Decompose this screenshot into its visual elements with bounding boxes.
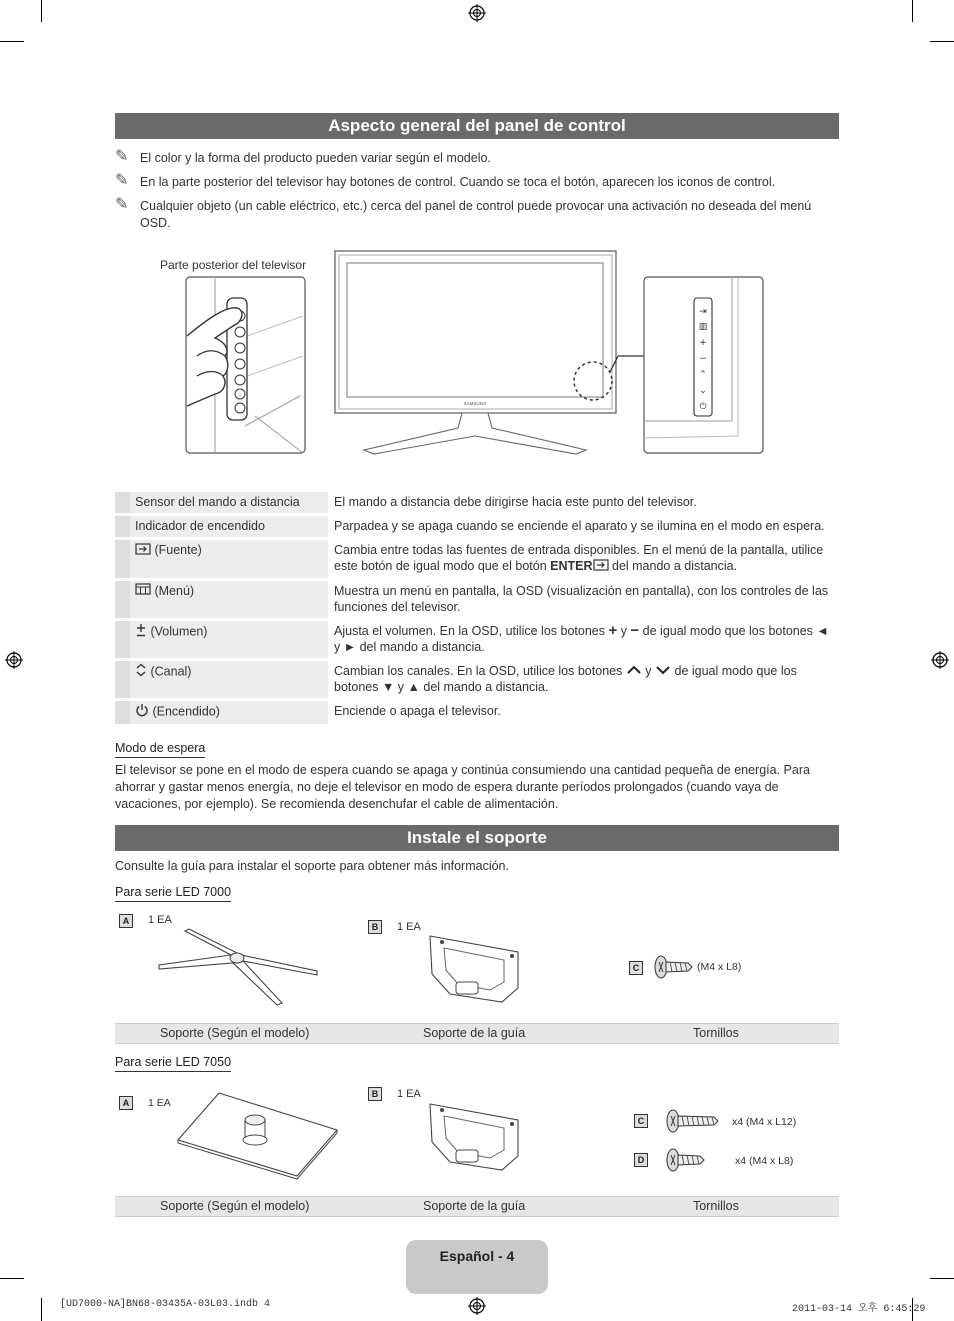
guide-stand-7000-illustration [424,930,526,1008]
feature-desc: Muestra un menú en pantalla, la OSD (visualización en pantalla), con los controles de las funciones del televisor. [328,581,839,618]
chevron-up-icon [626,663,642,679]
note-item: ✎ Cualquier objeto (un cable eléctrico, etc.) cerca del panel de control puede provocar una activación no deseada del menú OSD. [115,196,812,230]
feature-desc: Ajusta el volumen. En la OSD, utilice los botones + y − de igual modo que los botones ◄ y ► del mando a distancia. [328,621,839,658]
note-item: ✎ El color y la forma del producto pueden variar según el modelo. [115,148,491,165]
screw-size: x4 (M4 x L8) [735,1155,794,1167]
part-badge-a: A [119,914,133,928]
note-item: ✎ En la parte posterior del televisor hay botones de control. Cuando se toca el botón, aparecen los iconos de control. [115,172,776,189]
standby-heading: Modo de espera [115,741,205,758]
volume-icon [135,623,147,641]
stand-base-7000-illustration [155,925,320,1010]
source-icon [135,543,151,559]
tv-front-illustration [334,250,618,460]
screw-icon [654,953,694,981]
figure-label: Parte posterior del televisor [160,258,307,272]
feature-name: (Canal) [150,664,192,678]
feature-name: (Encendido) [152,704,220,719]
stand-intro: Consulte la guía para instalar el soporte para obtener más información. [115,859,509,873]
feature-name: (Fuente) [154,543,202,557]
chevron-down-icon [655,663,671,679]
table-row [115,581,839,618]
part-qty: 1 EA [397,921,421,933]
feature-name: (Volumen) [150,624,208,638]
crop-mark [912,0,913,22]
crop-mark [41,1298,42,1321]
print-date-info: 2011-03-14 오후 6:45:29 [792,1304,926,1315]
part-label: Tornillos [693,1199,739,1213]
part-badge-b: B [368,920,382,934]
part-label: Soporte (Según el modelo) [160,1199,310,1213]
part-badge-a: A [119,1096,133,1110]
pencil-note-icon: ✎ [115,172,129,189]
registration-mark-icon [468,4,486,22]
parts-label-bar [115,1023,839,1044]
channel-icon [135,663,147,681]
crop-mark [0,41,24,42]
print-file-info: [UD7000-NA]BN68-03435A-03L03.indb 4 [60,1299,271,1310]
tv-brand-logo: SAMSUNG [463,401,487,406]
crop-mark [0,1278,24,1279]
part-label: Soporte (Según el modelo) [160,1026,310,1040]
standby-text: El televisor se pone en el modo de espera cuando se apaga y continúa consumiendo una cantidad pequeña de energía. Para ahorrar y gastar menos energía, no deje el televisor en modo de espera durante períodos prolongados (cuando vaya de vacaciones, por ejemplo). Se recomienda desenchufar el cable de alimentación. [115,763,810,811]
feature-desc: El mando a distancia debe dirigirse hacia este punto del televisor. [328,492,839,513]
crop-mark [930,41,954,42]
menu-icon [135,583,151,599]
table-row [115,540,839,578]
screw-icon [666,1146,706,1174]
plus-icon: + [608,621,618,639]
power-icon [135,703,149,721]
menu-icon: ▥ [698,322,708,332]
guide-stand-7050-illustration [424,1098,526,1176]
series-7000-heading: Para serie LED 7000 [115,885,231,902]
screw-size: (M4 x L8) [697,961,742,973]
table-row [115,701,839,724]
part-label: Soporte de la guía [423,1199,526,1213]
table-row [115,492,839,513]
part-badge-c: C [634,1114,648,1128]
series-7050-heading: Para serie LED 7050 [115,1055,231,1072]
channel-down-icon: ⌄ [699,386,707,396]
screw-size: x4 (M4 x L12) [732,1116,797,1128]
feature-name: Indicador de encendido [130,516,328,537]
table-row [115,621,839,658]
part-qty: 1 EA [148,914,172,926]
volume-up-icon: + [699,338,707,348]
registration-mark-icon [468,1297,486,1315]
stand-base-7050-illustration [175,1090,340,1180]
section-title-panel: Aspecto general del panel de control [115,113,839,139]
channel-up-icon: ⌃ [699,370,707,380]
pencil-note-icon: ✎ [115,148,129,165]
page-number-tab [406,1240,548,1294]
minus-icon: − [630,621,640,639]
part-badge-b: B [368,1087,382,1101]
parts-label-bar [115,1196,839,1217]
power-icon: ⏻ [699,402,707,412]
part-label: Tornillos [693,1026,739,1040]
tv-control-panel-zoom [618,276,766,456]
part-label: Soporte de la guía [423,1026,526,1040]
crop-mark [41,0,42,22]
feature-desc: Parpadea y se apaga cuando se enciende el aparato y se ilumina en el modo en espera. [328,516,839,537]
table-row [115,516,839,537]
part-qty: 1 EA [397,1088,421,1100]
volume-down-icon: − [699,354,707,364]
page-number: Español - 4 [439,1248,515,1264]
pencil-note-icon: ✎ [115,196,129,213]
part-qty: 1 EA [148,1097,171,1109]
enter-icon [593,559,609,575]
crop-mark [930,1278,954,1279]
screw-long-icon [666,1107,720,1135]
feature-desc: Cambian los canales. En la OSD, utilice los botones y de igual modo que los botones ▼ y ▲ del mando a distancia. [328,661,839,699]
registration-mark-icon [5,651,23,669]
control-panel-table [115,489,839,727]
section-title-stand: Instale el soporte [115,825,839,851]
source-icon: ⇥ [699,307,707,317]
feature-desc: Cambia entre todas las fuentes de entrada disponibles. En el menú de la pantalla, utilice este botón de igual modo que el botón ENTER del mando a distancia. [328,540,839,578]
registration-mark-icon [931,651,949,669]
tv-back-hand-illustration [185,276,307,456]
feature-desc: Enciende o apaga el televisor. [328,701,839,724]
feature-name: (Menú) [154,583,195,598]
part-badge-d: D [634,1153,648,1167]
feature-name: Sensor del mando a distancia [130,492,328,513]
part-badge-c: C [629,961,643,975]
table-row [115,661,839,699]
